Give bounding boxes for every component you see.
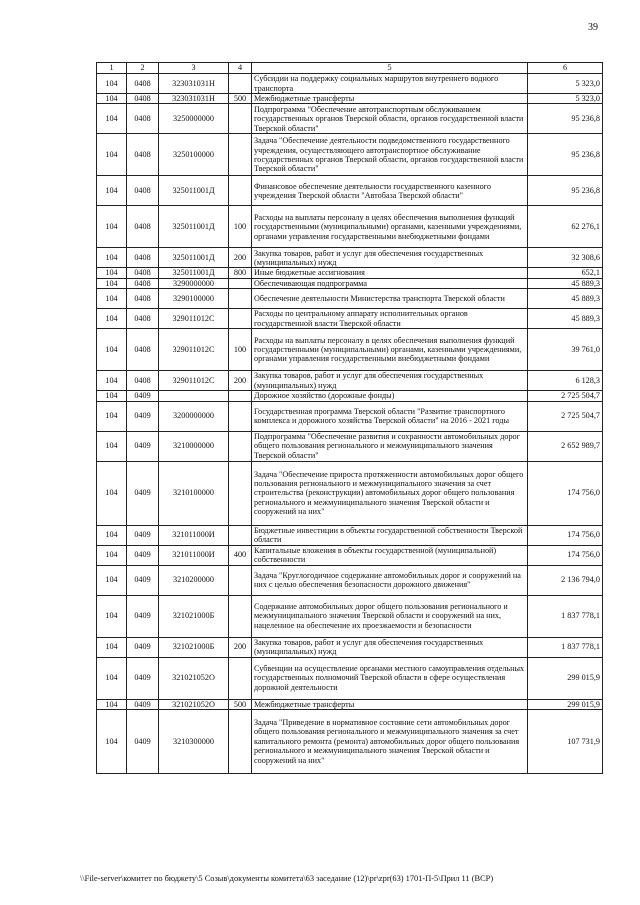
- table-row: [97, 329, 603, 371]
- cell-c6: 32 308,6: [528, 248, 603, 268]
- cell-c6: 6 128,3: [528, 371, 603, 391]
- footer-file-path: \\File-server\комитет по бюджету\5 Созыв\документы комитета\63 заседание (12)\pr\zpr(63) 1701-П-5\Прил 11 (ВСР): [80, 874, 494, 883]
- table-row: [97, 391, 603, 401]
- cell-c3: 325011001Д: [159, 268, 229, 278]
- table-row: [97, 268, 603, 278]
- cell-c2: 0408: [127, 176, 159, 206]
- cell-c1: 104: [97, 545, 127, 565]
- table-row: [97, 248, 603, 268]
- cell-c4: 100: [229, 329, 252, 371]
- cell-c4: 200: [229, 248, 252, 268]
- col-header: 5: [252, 63, 528, 74]
- cell-c2: 0408: [127, 104, 159, 134]
- cell-c3: 321021052О: [159, 699, 229, 709]
- table-row: [97, 545, 603, 565]
- cell-c4: [229, 595, 252, 637]
- cell-c6: 62 276,1: [528, 206, 603, 248]
- page-number: 39: [588, 22, 598, 33]
- cell-c6: 95 236,8: [528, 176, 603, 206]
- table-row: [97, 637, 603, 657]
- cell-c5: Межбюджетные трансферты: [252, 94, 528, 104]
- cell-c6: 5 323,0: [528, 74, 603, 94]
- cell-c1: 104: [97, 710, 127, 774]
- cell-c5: Расходы на выплаты персоналу в целях обеспечения выполнения функций государственными (муниципальными) органами, казенными учреждениями, органами управления государственными внебюджетными фондами: [252, 329, 528, 371]
- cell-c6: 45 889,3: [528, 278, 603, 288]
- cell-c3: 323031031Н: [159, 74, 229, 94]
- cell-c2: 0408: [127, 206, 159, 248]
- cell-c1: 104: [97, 278, 127, 288]
- col-header: 6: [528, 63, 603, 74]
- cell-c1: 104: [97, 74, 127, 94]
- cell-c4: [229, 431, 252, 461]
- cell-c4: [229, 134, 252, 176]
- cell-c1: 104: [97, 657, 127, 699]
- cell-c1: 104: [97, 637, 127, 657]
- cell-c6: 2 725 504,7: [528, 391, 603, 401]
- cell-c2: 0408: [127, 289, 159, 309]
- cell-c4: [229, 461, 252, 525]
- cell-c4: 200: [229, 371, 252, 391]
- cell-c1: 104: [97, 371, 127, 391]
- cell-c3: 329011012С: [159, 309, 229, 329]
- cell-c6: 2 136 794,0: [528, 565, 603, 595]
- cell-c5: Задача "Обеспечение прироста протяженности автомобильных дорог общего пользования регионального и межмуниципального значения за счет строительства (реконструкции) автомобильных дорог общего пользования регионального и межмуниципального значения Тверской области и сооружений на них": [252, 461, 528, 525]
- cell-c3: 321021052О: [159, 657, 229, 699]
- table-row: [97, 657, 603, 699]
- cell-c2: 0408: [127, 309, 159, 329]
- cell-c6: 174 756,0: [528, 545, 603, 565]
- cell-c1: 104: [97, 401, 127, 431]
- cell-c2: 0408: [127, 248, 159, 268]
- cell-c4: [229, 391, 252, 401]
- cell-c3: 3210100000: [159, 461, 229, 525]
- cell-c5: Субсидии на поддержку социальных маршрутов внутреннего водного транспорта: [252, 74, 528, 94]
- cell-c3: 325011001Д: [159, 176, 229, 206]
- cell-c5: Подпрограмма "Обеспечение развития и сохранности автомобильных дорог общего пользования регионального и межмуниципального значения Тверской области": [252, 431, 528, 461]
- table-row: [97, 289, 603, 309]
- cell-c2: 0409: [127, 525, 159, 545]
- cell-c2: 0408: [127, 371, 159, 391]
- cell-c5: Субвенции на осуществление органами местного самоуправления отдельных государственных полномочий Тверской области в сфере осуществления дорожной деятельности: [252, 657, 528, 699]
- table-row: [97, 595, 603, 637]
- cell-c6: 107 731,9: [528, 710, 603, 774]
- cell-c4: 100: [229, 206, 252, 248]
- cell-c5: Финансовое обеспечение деятельности государственного казенного учреждения Тверской области "Автобаза Тверской области": [252, 176, 528, 206]
- cell-c1: 104: [97, 699, 127, 709]
- cell-c3: 329011012С: [159, 371, 229, 391]
- cell-c6: 45 889,3: [528, 309, 603, 329]
- cell-c3: 3210000000: [159, 431, 229, 461]
- budget-table: [96, 62, 603, 774]
- cell-c1: 104: [97, 431, 127, 461]
- table-row: [97, 134, 603, 176]
- cell-c5: Обеспечение деятельности Министерства транспорта Тверской области: [252, 289, 528, 309]
- cell-c2: 0409: [127, 431, 159, 461]
- col-header: 1: [97, 63, 127, 74]
- cell-c4: 400: [229, 545, 252, 565]
- cell-c5: Капитальные вложения в объекты государственной (муниципальной) собственности: [252, 545, 528, 565]
- cell-c4: 800: [229, 268, 252, 278]
- cell-c6: 652,1: [528, 268, 603, 278]
- cell-c6: 39 761,0: [528, 329, 603, 371]
- cell-c4: [229, 176, 252, 206]
- cell-c3: 3210300000: [159, 710, 229, 774]
- table-row: [97, 401, 603, 431]
- cell-c4: 500: [229, 94, 252, 104]
- cell-c6: 95 236,8: [528, 104, 603, 134]
- cell-c5: Обеспечивающая подпрограмма: [252, 278, 528, 288]
- table-row: [97, 565, 603, 595]
- cell-c2: 0408: [127, 94, 159, 104]
- cell-c1: 104: [97, 329, 127, 371]
- cell-c3: 321011000И: [159, 545, 229, 565]
- cell-c2: 0408: [127, 74, 159, 94]
- table-row: [97, 206, 603, 248]
- cell-c1: 104: [97, 104, 127, 134]
- cell-c4: [229, 657, 252, 699]
- cell-c1: 104: [97, 289, 127, 309]
- table-row: [97, 371, 603, 391]
- table-header-row: [97, 63, 603, 74]
- table-row: [97, 278, 603, 288]
- cell-c1: 104: [97, 595, 127, 637]
- cell-c4: [229, 74, 252, 94]
- cell-c3: [159, 391, 229, 401]
- cell-c3: 3250000000: [159, 104, 229, 134]
- cell-c6: 1 837 778,1: [528, 595, 603, 637]
- cell-c3: 321011000И: [159, 525, 229, 545]
- cell-c2: 0409: [127, 565, 159, 595]
- cell-c2: 0408: [127, 278, 159, 288]
- table-row: [97, 710, 603, 774]
- cell-c6: 2 652 989,7: [528, 431, 603, 461]
- cell-c5: Задача "Обеспечение деятельности подведомственного государственного учреждения, осуществляющего автотранспортное обслуживание государственных органов Тверской области, органов государственной власти Тверской области": [252, 134, 528, 176]
- cell-c6: 174 756,0: [528, 525, 603, 545]
- cell-c3: 3210200000: [159, 565, 229, 595]
- cell-c5: Расходы на выплаты персоналу в целях обеспечения выполнения функций государственными (муниципальными) органами, казенными учреждениями, органами управления государственными внебюджетными фондами: [252, 206, 528, 248]
- cell-c5: Закупка товаров, работ и услуг для обеспечения государственных (муниципальных) нужд: [252, 248, 528, 268]
- cell-c5: Закупка товаров, работ и услуг для обеспечения государственных (муниципальных) нужд: [252, 371, 528, 391]
- table-row: [97, 94, 603, 104]
- cell-c3: 321021000Б: [159, 637, 229, 657]
- cell-c2: 0409: [127, 595, 159, 637]
- table-row: [97, 699, 603, 709]
- cell-c3: 3200000000: [159, 401, 229, 431]
- cell-c2: 0409: [127, 401, 159, 431]
- cell-c5: Иные бюджетные ассигнования: [252, 268, 528, 278]
- cell-c1: 104: [97, 206, 127, 248]
- cell-c4: [229, 289, 252, 309]
- cell-c6: 299 015,9: [528, 699, 603, 709]
- cell-c3: 321021000Б: [159, 595, 229, 637]
- cell-c1: 104: [97, 461, 127, 525]
- cell-c2: 0409: [127, 545, 159, 565]
- cell-c4: 200: [229, 637, 252, 657]
- cell-c6: 45 889,3: [528, 289, 603, 309]
- table-row: [97, 525, 603, 545]
- cell-c2: 0409: [127, 699, 159, 709]
- cell-c5: Содержание автомобильных дорог общего пользования регионального и межмуниципального значения Тверской области и сооружений на них, нацеленное на обеспечение их проезжаемости и безопасности: [252, 595, 528, 637]
- cell-c5: Дорожное хозяйство (дорожные фонды): [252, 391, 528, 401]
- cell-c1: 104: [97, 248, 127, 268]
- cell-c5: Подпрограмма "Обеспечение автотранспортным обслуживанием государственных органов Тверской области, органов государственной власти Тверской области": [252, 104, 528, 134]
- table-body: [97, 74, 603, 774]
- cell-c4: [229, 278, 252, 288]
- cell-c3: 3250100000: [159, 134, 229, 176]
- col-header: 3: [159, 63, 229, 74]
- table-row: [97, 431, 603, 461]
- cell-c5: Бюджетные инвестиции в объекты государственной собственности Тверской области: [252, 525, 528, 545]
- cell-c5: Задача "Приведение в нормативное состояние сети автомобильных дорог общего пользования регионального и межмуниципального значения за счет капитального ремонта (ремонта) автомобильных дорог общего пользования регионального и межмуниципального значения Тверской области и сооружений на них": [252, 710, 528, 774]
- cell-c2: 0409: [127, 657, 159, 699]
- cell-c2: 0408: [127, 329, 159, 371]
- cell-c1: 104: [97, 134, 127, 176]
- cell-c3: 323031031Н: [159, 94, 229, 104]
- cell-c1: 104: [97, 525, 127, 545]
- cell-c1: 104: [97, 391, 127, 401]
- cell-c1: 104: [97, 309, 127, 329]
- cell-c3: 325011001Д: [159, 206, 229, 248]
- cell-c5: Задача "Круглогодичное содержание автомобильных дорог и сооружений на них с целью обеспечения безопасности дорожного движения": [252, 565, 528, 595]
- cell-c6: 1 837 778,1: [528, 637, 603, 657]
- cell-c6: 2 725 504,7: [528, 401, 603, 431]
- cell-c3: 3290100000: [159, 289, 229, 309]
- table-row: [97, 309, 603, 329]
- cell-c1: 104: [97, 565, 127, 595]
- cell-c5: Закупка товаров, работ и услуг для обеспечения государственных (муниципальных) нужд: [252, 637, 528, 657]
- cell-c2: 0408: [127, 134, 159, 176]
- cell-c2: 0409: [127, 461, 159, 525]
- cell-c2: 0409: [127, 637, 159, 657]
- cell-c2: 0409: [127, 391, 159, 401]
- cell-c4: [229, 565, 252, 595]
- cell-c5: Государственная программа Тверской области "Развитие транспортного комплекса и дорожного хозяйства Тверской области" на 2016 - 2021 годы: [252, 401, 528, 431]
- cell-c4: 500: [229, 699, 252, 709]
- cell-c6: 174 756,0: [528, 461, 603, 525]
- cell-c1: 104: [97, 176, 127, 206]
- cell-c6: 95 236,8: [528, 134, 603, 176]
- cell-c6: 5 323,0: [528, 94, 603, 104]
- cell-c3: 325011001Д: [159, 248, 229, 268]
- table-row: [97, 461, 603, 525]
- cell-c4: [229, 104, 252, 134]
- cell-c1: 104: [97, 94, 127, 104]
- col-header: 4: [229, 63, 252, 74]
- cell-c3: 329011012С: [159, 329, 229, 371]
- cell-c4: [229, 710, 252, 774]
- table-row: [97, 176, 603, 206]
- cell-c2: 0409: [127, 710, 159, 774]
- cell-c4: [229, 401, 252, 431]
- cell-c6: 299 015,9: [528, 657, 603, 699]
- col-header: 2: [127, 63, 159, 74]
- table-row: [97, 74, 603, 94]
- cell-c2: 0408: [127, 268, 159, 278]
- cell-c5: Межбюджетные трансферты: [252, 699, 528, 709]
- cell-c5: Расходы по центральному аппарату исполнительных органов государственной власти Тверской области: [252, 309, 528, 329]
- cell-c3: 3290000000: [159, 278, 229, 288]
- cell-c1: 104: [97, 268, 127, 278]
- table-row: [97, 104, 603, 134]
- cell-c4: [229, 525, 252, 545]
- cell-c4: [229, 309, 252, 329]
